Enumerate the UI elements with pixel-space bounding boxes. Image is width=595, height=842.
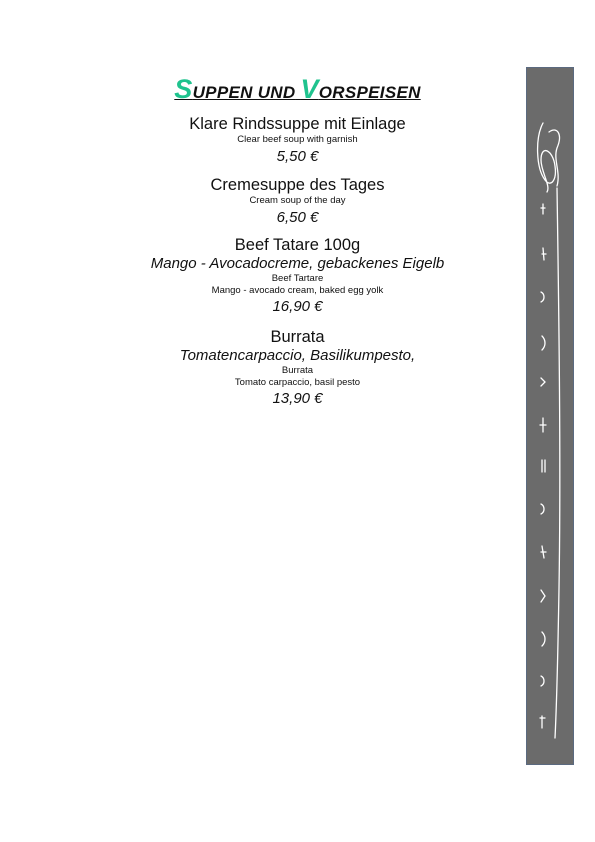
- menu-item-beef-tatare: [0, 235, 595, 317]
- item-price: 5,50 €: [276, 147, 319, 165]
- item-name: Burrata: [270, 328, 325, 346]
- item-desc-de: Mango - Avocadocreme, gebackenes Eigelb: [150, 255, 445, 272]
- section-title-rest-2: ORSPEISEN: [318, 83, 421, 102]
- item-price: 16,90 €: [272, 298, 323, 315]
- item-price: 6,50 €: [276, 208, 319, 226]
- item-desc-en: Tomato carpaccio, basil pesto: [234, 376, 361, 388]
- menu-item-rindssuppe: [0, 114, 595, 167]
- section-title: [0, 74, 595, 105]
- item-desc-de: Tomatencarpaccio, Basilikumpesto,: [179, 347, 416, 364]
- item-name-en: Beef Tartare: [271, 273, 324, 284]
- section-title-word-1: [174, 74, 296, 104]
- menu-item-cremesuppe: [0, 175, 595, 228]
- section-title-word-2: [300, 74, 421, 104]
- item-name: Beef Tatare 100g: [234, 236, 361, 254]
- menu-item-burrata: [0, 327, 595, 409]
- section-title-rest-1: UPPEN UND: [192, 83, 296, 102]
- item-name-en: Burrata: [281, 365, 314, 376]
- item-name: Klare Rindssuppe mit Einlage: [189, 115, 406, 133]
- item-name: Cremesuppe des Tages: [210, 176, 385, 194]
- item-desc-en: Mango - avocado cream, baked egg yolk: [211, 284, 384, 296]
- decorative-side-band: [526, 67, 574, 765]
- section-title-initial-s: S: [174, 74, 193, 104]
- item-desc-en: Cream soup of the day: [249, 195, 346, 206]
- item-price: 13,90 €: [272, 390, 323, 407]
- item-desc-en: Clear beef soup with garnish: [237, 134, 358, 145]
- calligraphy-ornament-icon: [527, 68, 575, 766]
- section-title-initial-v: V: [300, 74, 319, 104]
